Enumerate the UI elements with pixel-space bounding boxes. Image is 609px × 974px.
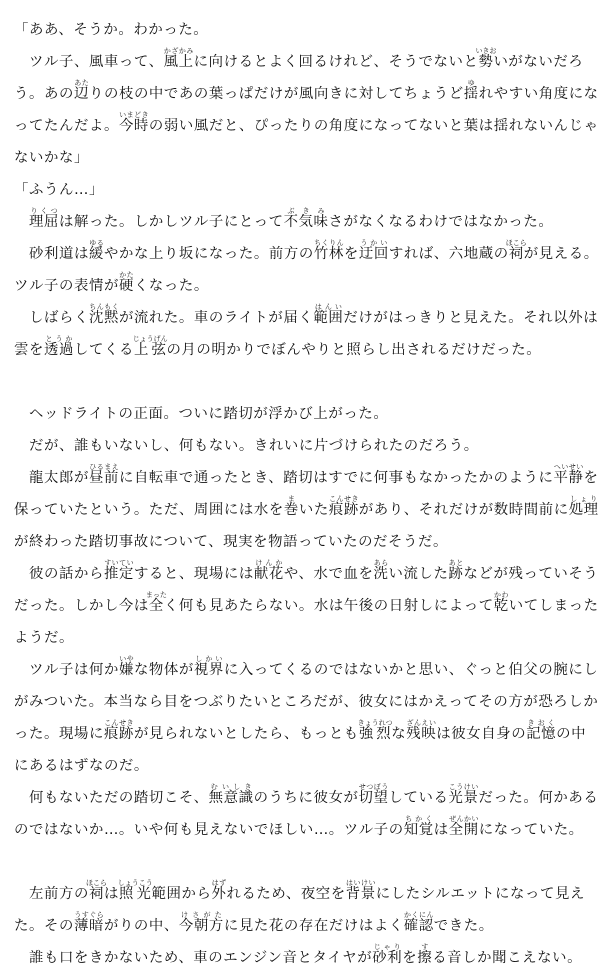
text-run: 「ふうん…」 [14,182,104,198]
furigana-word [118,271,134,294]
furigana-reading: ちかく [403,815,434,823]
furigana-reading: しょり [568,495,599,503]
furigana-word [88,239,104,262]
furigana-reading: ゆる [88,239,104,247]
furigana-word [103,559,134,582]
furigana-word [193,655,224,678]
text-run: 砂利道は [14,246,89,262]
furigana-reading: はんい [313,303,344,311]
text-run [14,214,29,230]
furigana-word [43,335,74,358]
furigana-reading: ちんもく [88,303,119,311]
furigana-word [417,943,433,966]
text-run: があり、それだけが数時間前に [358,502,569,518]
furigana-reading: いや [118,655,134,663]
furigana-reading: けさがた [178,911,224,919]
furigana-reading: こんせき [103,719,134,727]
furigana-reading: かわ [493,591,509,599]
text-run: は解った。しかしツル子にとって [58,214,284,230]
text-run: してくる [73,342,134,358]
text-run: いてしまったようだ。 [14,598,599,646]
text-run: に見た花の存在だけはよく [223,918,404,934]
furigana-word [283,495,299,518]
kanji-base: 理屈 [29,214,59,230]
section-break [14,846,599,878]
furigana-reading: すいてい [103,559,134,567]
furigana-word [163,47,194,70]
furigana-reading: あと [448,559,464,567]
furigana-word [313,239,344,262]
text-run: ツル子は何か [14,662,119,678]
kanji-base: 全 [145,598,167,614]
kanji-base: 切望 [358,790,389,806]
furigana-word [357,719,393,742]
furigana-word [448,559,464,582]
kanji-base: 今朝方 [178,918,224,934]
kanji-base: 沈黙 [88,310,119,326]
furigana-word [118,111,149,134]
furigana-reading: ざんえい [406,719,437,727]
text-run: を [402,950,418,966]
text-run: の弱い風だと、ぴったりの角度になってないと葉は揺れないんじゃないかな」 [14,118,599,166]
paragraph [14,462,599,558]
furigana-word [253,559,284,582]
furigana-reading: す [417,943,433,951]
furigana-reading: へいせい [553,463,584,471]
kanji-base: 確認 [403,918,434,934]
furigana-word [448,783,479,806]
paragraph [14,302,599,366]
kanji-base: 範囲 [313,310,344,326]
text-run: 彼の話から [14,566,104,582]
paragraph [14,654,599,782]
furigana-reading: しょうこう [117,879,153,887]
text-run: る音しか聞こえない。 [432,950,583,966]
kanji-base: 全開 [448,822,479,838]
furigana-reading: ほこら [85,879,107,887]
furigana-reading: むいしき [208,783,254,791]
furigana-reading: こうけい [448,783,479,791]
text-run: ツル子、風車って、 [14,54,164,70]
furigana-reading: じょうげん [132,335,168,343]
furigana-reading: けんか [253,559,284,567]
text-run: な物体が [133,662,194,678]
text-run: やかな上り坂になった。前方の [103,246,314,262]
furigana-reading: うかい [358,239,389,247]
furigana-word [403,911,434,934]
kanji-base: 硬 [118,278,134,294]
furigana-word [553,463,584,486]
text-run: が終わった踏切事故について、現実を物語っていたのだそうだ。 [14,534,449,550]
furigana-reading: はいけい [345,879,376,887]
furigana-reading: いまどき [118,111,149,119]
text-run: のうちに彼女が [253,790,359,806]
furigana-word [73,79,89,102]
kanji-base: 残映 [406,726,437,742]
furigana-reading: はず [211,879,227,887]
kanji-base: 嫌 [118,662,134,678]
furigana-reading: しかい [193,655,224,663]
text-run: いた [298,502,329,518]
text-run: は彼女自身の [436,726,527,742]
kanji-base: 祠 [85,886,107,902]
paragraph [14,430,599,462]
furigana-word [103,719,134,742]
furigana-word [117,879,153,902]
furigana-word [283,207,329,230]
furigana-reading: きょうれつ [357,719,393,727]
text-run: ヘッドライトの正面。ついに踏切が浮かび上がった。 [14,406,389,422]
furigana-word [493,591,509,614]
furigana-reading: きおく [526,719,557,727]
furigana-word [505,239,527,262]
kanji-base: 不気味 [283,214,329,230]
kanji-base: 外 [211,886,227,902]
kanji-base: 砂利 [372,950,403,966]
kanji-base: 背景 [345,886,376,902]
text-run: を保っていたという。ただ、周囲には水を [14,470,599,518]
furigana-reading: とうか [43,335,74,343]
text-run: な [391,726,407,742]
furigana-reading: まった [145,591,167,599]
text-run: 範囲から [151,886,212,902]
furigana-reading: ゆ [463,79,479,87]
kanji-base: 昼前 [88,470,119,486]
furigana-word [345,879,376,902]
kanji-base: 跡 [448,566,464,582]
text-run: く何も見あたらない。水は午後の日射しによって [163,598,494,614]
paragraph [14,46,599,174]
furigana-reading: いきお [475,47,497,55]
text-run: しばらく [14,310,89,326]
furigana-word [373,559,389,582]
text-run: している [388,790,449,806]
furigana-word [85,879,107,902]
furigana-word [526,719,557,742]
furigana-reading: うすぐら [73,911,104,919]
furigana-word [372,943,403,966]
furigana-reading: りくつ [29,207,59,215]
kanji-base: 痕跡 [103,726,134,742]
furigana-word [211,879,227,902]
text-run: 何もないただの踏切こそ、 [14,790,209,806]
furigana-word [29,207,59,230]
kanji-base: 無意識 [208,790,254,806]
text-run: 誰も口をきかないため、車のエンジン音とタイヤが [14,950,373,966]
text-run: い流した [388,566,449,582]
furigana-reading: あら [373,559,389,567]
paragraph [14,14,599,46]
furigana-word [448,815,479,838]
text-run: は [103,886,119,902]
kanji-base: 竹林 [313,246,344,262]
paragraph [14,558,599,654]
text-run: 左前方の [14,886,89,902]
furigana-word [328,495,359,518]
furigana-word [132,335,168,358]
text-run: の月の明かりでぼんやりと照らし出されるだけだった。 [166,342,542,358]
kanji-base: 強烈 [357,726,393,742]
text-run: れやすい角度になってたんだよ。 [14,86,599,134]
text-run: や、水で血を [283,566,374,582]
furigana-reading: ぶきみ [283,207,329,215]
furigana-reading: ほこら [505,239,527,247]
text-run: だが、誰もいないし、何もない。きれいに片づけられたのだろう。 [14,438,479,454]
text-run: を [343,246,359,262]
text-run: 龍太郎が [14,470,89,486]
kanji-base: 巻 [283,502,299,518]
text-run: などが残っていそうだった。しかし今は [14,566,599,614]
kanji-base: 上弦 [132,342,168,358]
furigana-reading: じゃり [372,943,403,951]
kanji-base: 処理 [568,502,599,518]
furigana-word [118,655,134,678]
kanji-base: 迂回 [358,246,389,262]
text-run: いがないだろう。あの [14,54,584,102]
kanji-base: 辺 [73,86,89,102]
furigana-word [475,47,497,70]
furigana-word [568,495,599,518]
kanji-base: 照光 [117,886,153,902]
text-run: に自転車で通ったとき、踏切はすでに何事もなかったかのように [118,470,554,486]
kanji-base: 祠 [505,246,527,262]
text-run: が見られないとしたら、もっとも [133,726,359,742]
furigana-word [88,463,119,486]
furigana-reading: こんせき [328,495,359,503]
kanji-base: 記憶 [526,726,557,742]
kanji-base: 揺 [463,86,479,102]
paragraph [14,174,599,206]
furigana-word [208,783,254,806]
text-run: できた。 [433,918,494,934]
text-run: だった。何かあるのではないか…。いや何も見えないでほしい…。ツル子の [14,790,599,838]
kanji-base: 勢 [475,54,497,70]
furigana-word [313,303,344,326]
text-run: に向けるとよく回るけれど、そうでないと [193,54,479,70]
kanji-base: 乾 [493,598,509,614]
furigana-reading: かくにん [403,911,434,919]
paragraph [14,206,599,238]
furigana-reading: ぜんかい [448,815,479,823]
text-run: は [433,822,449,838]
furigana-word [463,79,479,102]
furigana-reading: かた [118,271,134,279]
kanji-base: 光景 [448,790,479,806]
furigana-reading: かざかみ [163,47,194,55]
paragraph [14,878,599,942]
text-run: の中にあるはずなのだ。 [14,726,587,774]
kanji-base: 視界 [193,662,224,678]
kanji-base: 緩 [88,246,104,262]
kanji-base: 洗 [373,566,389,582]
furigana-reading: ひるまえ [88,463,119,471]
furigana-reading: ちくりん [313,239,344,247]
kanji-base: 風上 [163,54,194,70]
furigana-word [73,911,104,934]
kanji-base: 薄暗 [73,918,104,934]
text-run: くなった。 [133,278,209,294]
text-run: が見える。ツル子の表情が [14,246,599,294]
text-run: りの枝の中であの葉っぱだけが風向きに対してちょうど [88,86,464,102]
text-run: すると、現場には [133,566,254,582]
text-run: にしたシルエットになって見えた。その [14,886,586,934]
kanji-base: 推定 [103,566,134,582]
paragraph [14,398,599,430]
furigana-word [88,303,119,326]
text-run: が流れた。車のライトが届く [118,310,314,326]
kanji-base: 献花 [253,566,284,582]
section-break [14,366,599,398]
furigana-word [403,815,434,838]
furigana-word [145,591,167,614]
furigana-reading: あた [73,79,89,87]
text-run: さがなくなるわけではなかった。 [328,214,554,230]
kanji-base: 知覚 [403,822,434,838]
furigana-word [178,911,224,934]
furigana-word [358,239,389,262]
furigana-reading: せつぼう [358,783,389,791]
text-run: れるため、夜空を [226,886,346,902]
furigana-word [406,719,437,742]
paragraph [14,782,599,846]
text-run: だけがはっきりと見えた。それ以外は雲を [14,310,599,358]
text-run: に入ってくるのではないかと思い、ぐっと伯父の腕にしがみついた。本当なら目をつぶりたいところだが、彼女にはかえってその方が恐ろしかった。現場に [14,662,599,742]
paragraph [14,238,599,302]
text-run: すれば、六地蔵の [388,246,509,262]
text-run: になっていた。 [478,822,584,838]
paragraph [14,942,599,974]
text-run: 「ああ、そうか。わかった。 [14,22,209,38]
kanji-base: 透過 [43,342,74,358]
text-run: がりの中、 [103,918,179,934]
kanji-base: 平静 [553,470,584,486]
kanji-base: 擦 [417,950,433,966]
furigana-word [358,783,389,806]
kanji-base: 今時 [118,118,149,134]
furigana-reading: ま [283,495,299,503]
kanji-base: 痕跡 [328,502,359,518]
